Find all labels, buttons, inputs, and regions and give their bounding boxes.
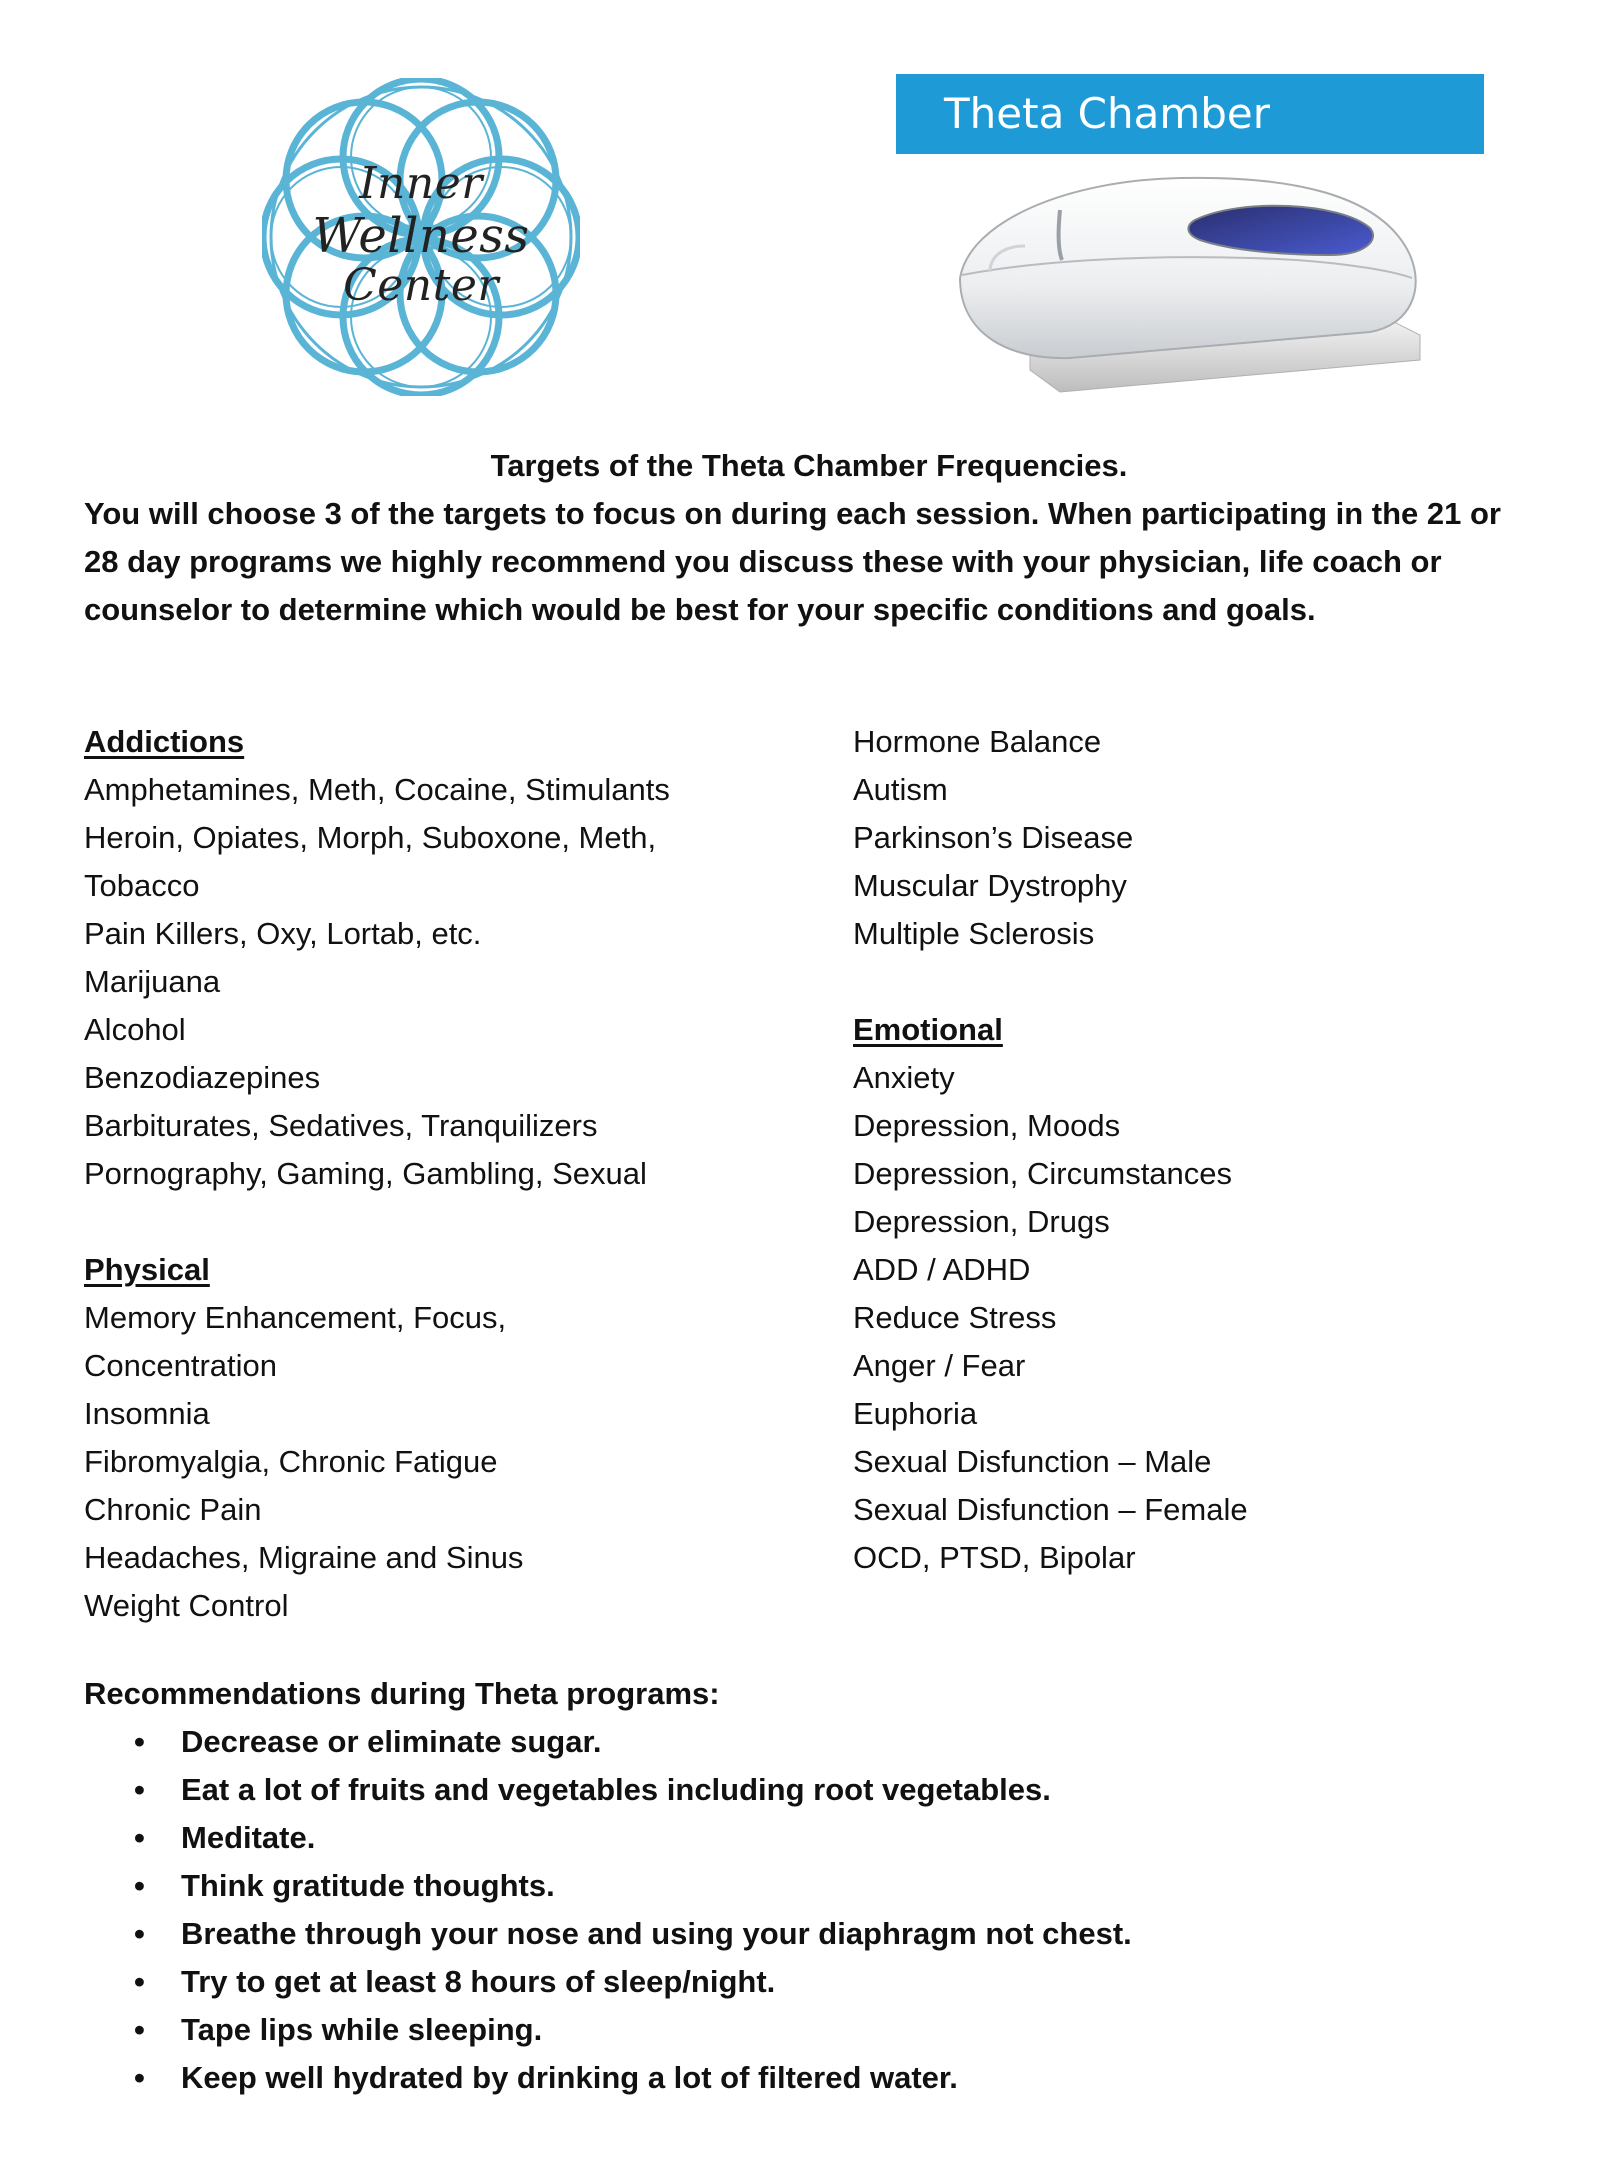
bullet-icon: • — [134, 1772, 145, 1807]
right-column — [853, 718, 1553, 1582]
recommendation-text: Try to get at least 8 hours of sleep/night. — [181, 1964, 776, 1999]
bullet-icon: • — [134, 2060, 145, 2095]
logo-text-line-2: Wellness — [312, 208, 530, 264]
list-item: Autism — [853, 772, 948, 807]
section-spacer — [853, 958, 1553, 1006]
theta-chamber-banner: Theta Chamber — [896, 74, 1484, 154]
emotional-heading: Emotional — [853, 1012, 1003, 1047]
list-item: Sexual Disfunction – Female — [853, 1492, 1248, 1527]
recommendation-text: Breathe through your nose and using your diaphragm not chest. — [181, 1916, 1132, 1951]
list-item: Parkinson’s Disease — [853, 820, 1134, 855]
theta-chamber-image — [950, 160, 1430, 395]
addictions-heading: Addictions — [84, 724, 245, 759]
list-item: Depression, Circumstances — [853, 1156, 1233, 1191]
list-item: Alcohol — [84, 1012, 186, 1047]
list-item: Pornography, Gaming, Gambling, Sexual — [84, 1156, 647, 1191]
recommendations-heading: Recommendations during Theta programs: — [84, 1676, 720, 1711]
bullet-icon: • — [134, 1724, 145, 1759]
list-item: Barbiturates, Sedatives, Tranquilizers — [84, 1108, 598, 1143]
list-item: Euphoria — [853, 1396, 978, 1431]
intro-description: You will choose 3 of the targets to focus on during each session. When participating in the 21 or 28 day programs we highly recommend you discuss these with your physician, life coach or counselor to determine which would be best for your specific conditions and goals. — [84, 496, 1501, 627]
list-item — [84, 1766, 1534, 1814]
logo-text-line-3: Center — [343, 260, 499, 311]
list-item: Amphetamines, Meth, Cocaine, Stimulants — [84, 772, 670, 807]
bullet-icon: • — [134, 1916, 145, 1951]
logo-text-line-1: Inner — [359, 158, 483, 209]
recommendations-list — [84, 1718, 1534, 2102]
list-item: Marijuana — [84, 964, 221, 999]
recommendation-text: Tape lips while sleeping. — [181, 2012, 543, 2047]
list-item: Anger / Fear — [853, 1348, 1026, 1383]
list-item — [84, 2006, 1534, 2054]
list-item — [84, 2054, 1534, 2102]
bullet-icon: • — [134, 1964, 145, 1999]
list-item: OCD, PTSD, Bipolar — [853, 1540, 1136, 1575]
list-item: Hormone Balance — [853, 724, 1102, 759]
list-item: Pain Killers, Oxy, Lortab, etc. — [84, 916, 482, 951]
recommendation-text: Decrease or eliminate sugar. — [181, 1724, 602, 1759]
list-item — [84, 1862, 1534, 1910]
list-item: Tobacco — [84, 868, 200, 903]
list-item: Depression, Drugs — [853, 1204, 1110, 1239]
list-item: Memory Enhancement, Focus, — [84, 1300, 507, 1335]
list-item: Benzodiazepines — [84, 1060, 321, 1095]
recommendations-section — [84, 1670, 1534, 2102]
list-item: Weight Control — [84, 1588, 289, 1623]
list-item — [84, 1958, 1534, 2006]
list-item — [84, 1814, 1534, 1862]
recommendation-text: Keep well hydrated by drinking a lot of filtered water. — [181, 2060, 958, 2095]
bullet-icon: • — [134, 2012, 145, 2047]
section-spacer — [84, 1198, 804, 1246]
list-item — [84, 1718, 1534, 1766]
intro-section — [84, 442, 1534, 634]
list-item: Reduce Stress — [853, 1300, 1057, 1335]
recommendation-text: Think gratitude thoughts. — [181, 1868, 555, 1903]
list-item: Insomnia — [84, 1396, 210, 1431]
list-item: Heroin, Opiates, Morph, Suboxone, Meth, — [84, 820, 657, 855]
list-item: Sexual Disfunction – Male — [853, 1444, 1212, 1479]
list-item: ADD / ADHD — [853, 1252, 1031, 1287]
list-item — [84, 1910, 1534, 1958]
list-item: Depression, Moods — [853, 1108, 1121, 1143]
recommendation-text: Eat a lot of fruits and vegetables including root vegetables. — [181, 1772, 1051, 1807]
intro-title: Targets of the Theta Chamber Frequencies. — [490, 448, 1128, 483]
list-item: Fibromyalgia, Chronic Fatigue — [84, 1444, 498, 1479]
physical-heading: Physical — [84, 1252, 210, 1287]
inner-wellness-center-logo — [262, 78, 580, 396]
recommendation-text: Meditate. — [181, 1820, 316, 1855]
left-column — [84, 718, 804, 1630]
list-item: Anxiety — [853, 1060, 955, 1095]
list-item: Multiple Sclerosis — [853, 916, 1095, 951]
list-item: Muscular Dystrophy — [853, 868, 1127, 903]
list-item: Chronic Pain — [84, 1492, 262, 1527]
bullet-icon: • — [134, 1820, 145, 1855]
list-item: Headaches, Migraine and Sinus — [84, 1540, 524, 1575]
bullet-icon: • — [134, 1868, 145, 1903]
list-item: Concentration — [84, 1348, 278, 1383]
